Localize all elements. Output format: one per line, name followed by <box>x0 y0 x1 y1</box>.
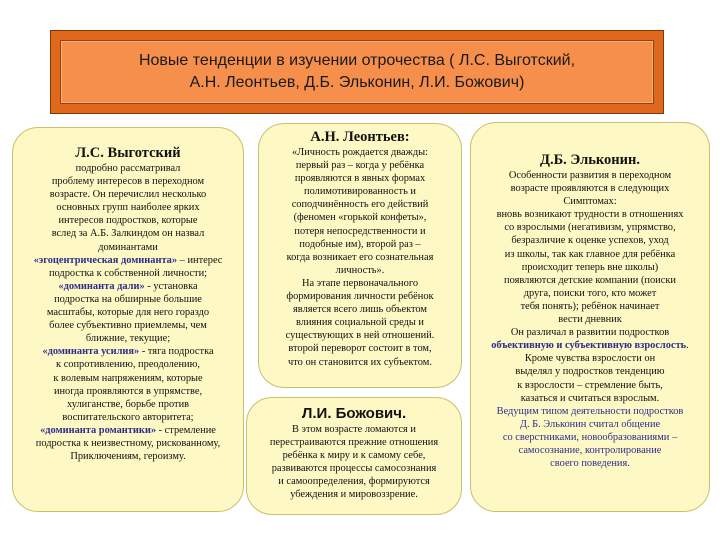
title-line-1: Новые тенденции в изучении отрочества ( Л.С. Выготский, <box>138 52 576 69</box>
leontiev-line: «Личность рождается дважды: <box>291 147 428 158</box>
bozhovich-heading: Л.И. Божович. <box>301 405 407 422</box>
vygotsky-line <box>13 424 243 437</box>
elkonin-text: . <box>686 340 689 352</box>
leontiev-line: потеря непосредственности и <box>294 225 426 237</box>
vygotsky-line <box>13 254 243 267</box>
vygotsky-line: более субъективно приемлемы, чем <box>49 320 207 332</box>
vygotsky-line <box>13 345 243 358</box>
elkonin-line: тебя понять); ребёнок начинает <box>520 300 660 312</box>
vygotsky-line: интересов подростков, которые <box>58 215 198 227</box>
vygotsky-line <box>13 280 243 293</box>
title-frame <box>50 30 664 114</box>
vygotsky-line: возрасте. Он перечислил несколько <box>49 189 207 201</box>
vygotsky-text: - тяга подростка <box>139 346 214 358</box>
elkonin-line: своего поведения. <box>550 458 630 470</box>
leontiev-line: личность». <box>335 264 385 276</box>
elkonin-line: самосознание, контролирование <box>518 444 662 456</box>
leontiev-line: является всего лишь объектом <box>293 304 427 316</box>
elkonin-line: Он различал в развитии подростков <box>510 327 670 339</box>
elkonin-line: Д. Б. Эльконин считал общение <box>519 418 661 430</box>
leontiev-line: подобные им), второй раз – <box>299 238 421 250</box>
leontiev-line: когда возникает его сознательная <box>286 251 434 263</box>
leontiev-line: что он становится их субъектом. <box>288 356 432 368</box>
bozhovich-line: ребёнка к миру и к самому себе, <box>282 450 426 462</box>
elkonin-line: Кроме чувства взрослости он <box>524 353 656 365</box>
card-bozhovich <box>246 397 462 515</box>
leontiev-line: На этапе первоначального <box>301 277 419 289</box>
elkonin-line: Ведущим типом деятельности подростков <box>496 405 684 417</box>
leontiev-line: первый раз – когда у ребёнка <box>295 160 425 172</box>
vygotsky-text: – интерес <box>177 254 223 266</box>
vygotsky-line: ближние, текущие; <box>85 333 171 345</box>
elkonin-line: друга, поиски того, кто может <box>523 287 657 299</box>
bozhovich-line: В этом возрасте ломаются и <box>291 424 416 435</box>
vygotsky-line: хулиганстве, борьбе против <box>66 398 190 410</box>
vygotsky-line: масштабы, которые для него гораздо <box>46 307 210 319</box>
elkonin-line: Особенности развития в переходном <box>508 170 672 181</box>
vygotsky-text: - установка <box>144 280 198 292</box>
elkonin-line: со взрослыми (негативизм, упрямство, <box>504 222 676 234</box>
leontiev-line: (феномен «горькой конфеты», <box>293 212 427 224</box>
card-leontiev <box>258 123 462 388</box>
effort-dominant-term: «доминанта усилия» <box>42 346 140 358</box>
vygotsky-line: доминантами <box>98 241 158 253</box>
bozhovich-line: убеждения и мировоззрение. <box>290 489 418 501</box>
vygotsky-text: - стремление <box>156 424 216 436</box>
card-vygotsky <box>12 127 244 512</box>
romance-dominant-term: «доминанта романтики» <box>40 424 157 436</box>
leontiev-line: формирования личности ребёнок <box>286 291 434 303</box>
bozhovich-line: и самоопределения, формируются <box>278 476 430 488</box>
title-line-2: А.Н. Леонтьев, Д.Б. Эльконин, Л.И. Божович) <box>189 74 525 91</box>
vygotsky-line: иногда проявляются в упрямстве, <box>53 385 203 397</box>
elkonin-line: из школы, так как главное для ребёнка <box>504 248 676 260</box>
vygotsky-line: основных групп наиболее ярких <box>56 202 200 214</box>
leontiev-line: полимотивированность и <box>304 186 416 198</box>
elkonin-line: появляются детские компании (поиски <box>504 274 676 286</box>
elkonin-line: со сверстниками, новообразованиями – <box>502 431 678 443</box>
vygotsky-line: к сопротивлению, преодолению, <box>56 359 200 371</box>
distance-dominant-term: «доминанта дали» <box>58 280 145 292</box>
elkonin-line: к взрослости – стремление быть, <box>517 379 663 391</box>
vygotsky-line: к волевым напряжениям, которые <box>53 372 203 384</box>
egocentric-dominant-term: «эгоцентрическая доминанта» <box>33 254 178 266</box>
leontiev-line: второй переворот состоит в том, <box>288 343 432 355</box>
vygotsky-line: подростка к неизвестному, рискованному, <box>35 437 221 449</box>
card-elkonin <box>470 122 710 512</box>
leontiev-heading: А.Н. Леонтьев: <box>310 129 410 145</box>
elkonin-line: выделял у подростков тенденцию <box>515 366 665 378</box>
elkonin-line: возрасте проявляются в следующих <box>510 183 670 195</box>
leontiev-line: влияния социальной среды и <box>296 317 424 329</box>
vygotsky-line: подробно рассматривал <box>75 163 181 174</box>
title-box <box>60 40 654 104</box>
vygotsky-line: проблему интересов в переходном <box>51 176 205 188</box>
elkonin-line: происходит теперь вне школы) <box>521 261 659 273</box>
elkonin-line: вновь возникают трудности в отношениях <box>496 209 684 221</box>
vygotsky-line: Приключениям, героизму. <box>70 451 186 463</box>
leontiev-line: проявляются в явных формах <box>294 173 426 185</box>
vygotsky-heading: Л.С. Выготский <box>75 145 181 161</box>
objective-subjective-adulthood-term: объективную и субъективную взрослость <box>491 340 687 352</box>
elkonin-line: Симптомах: <box>563 196 617 208</box>
bozhovich-line: развиваются процессы самосознания <box>271 463 437 475</box>
vygotsky-line: подростка на обширные большие <box>54 293 202 305</box>
elkonin-line: казаться и считаться взрослым. <box>520 392 660 404</box>
elkonin-line: безразличие к оценке успехов, уход <box>511 235 669 247</box>
leontiev-line: соподчинённость его действий <box>291 199 429 211</box>
vygotsky-line: подростка к собственной личности; <box>48 267 208 279</box>
vygotsky-line: воспитательского авторитета; <box>62 411 194 423</box>
vygotsky-line: вслед за А.Б. Залкиндом он назвал <box>51 228 205 240</box>
bozhovich-line: перестраиваются прежние отношения <box>269 437 439 449</box>
elkonin-line: вести дневник <box>558 314 622 326</box>
elkonin-line <box>471 339 709 352</box>
leontiev-line: существующих в ней отношений. <box>285 330 435 342</box>
elkonin-heading: Д.Б. Эльконин. <box>540 152 640 168</box>
